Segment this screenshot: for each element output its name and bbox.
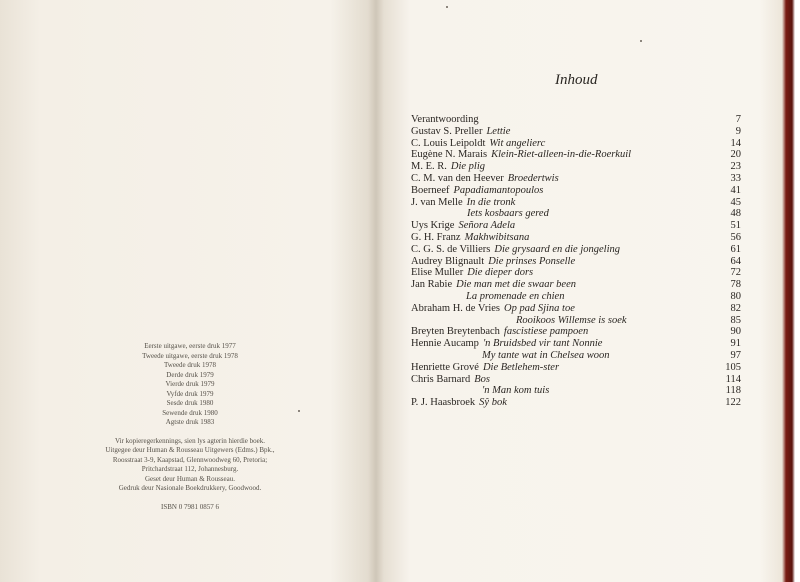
toc-title: Wit angelierc: [489, 137, 546, 149]
toc-entry: [411, 161, 741, 173]
toc-author: M. E. R.: [411, 161, 447, 173]
toc-page-number: 97: [730, 349, 741, 361]
toc-page-number: 56: [730, 231, 741, 243]
toc-page-number: 90: [730, 326, 741, 338]
toc-page-number: 23: [730, 161, 741, 173]
toc-title: fascistiese pampoen: [503, 326, 589, 338]
toc-page-number: 33: [730, 172, 741, 184]
toc-author: P. J. Haasbroek: [411, 397, 476, 409]
toc-page-number: 91: [730, 338, 741, 350]
edition-line: Sesde druk 1980: [166, 399, 214, 407]
toc-page-number: 118: [725, 385, 741, 397]
toc-title: Die Betlehem-ster: [482, 361, 560, 373]
toc-author: Boerneef: [411, 184, 450, 196]
toc-entry: [411, 350, 741, 362]
toc-entry: [411, 267, 741, 279]
toc-entry: [411, 303, 741, 315]
page-speck: [298, 410, 300, 412]
toc-entry: [411, 138, 741, 150]
toc-title: Lettie: [486, 125, 511, 137]
page-speck: [640, 40, 642, 42]
edition-line: Tweede druk 1978: [164, 361, 216, 369]
toc-author: Jan Rabie: [411, 279, 453, 291]
toc-title: Die man met die swaar been: [456, 279, 576, 291]
edition-line: Vierde druk 1979: [165, 380, 215, 388]
toc-entry: [411, 149, 741, 161]
toc-page-number: 14: [730, 137, 741, 149]
toc-entry: [411, 208, 741, 220]
toc-author: C. G. S. de Villiers: [411, 243, 491, 255]
toc-author: Chris Barnard: [411, 373, 471, 385]
toc-entry: [411, 338, 741, 350]
toc-author: Verantwoording: [411, 114, 479, 125]
toc-author: Hennie Aucamp: [411, 338, 479, 350]
toc-page-number: 80: [730, 290, 741, 302]
toc-entry: [411, 385, 741, 397]
toc-entry: [411, 185, 741, 197]
toc-author: Uys Krige: [411, 220, 455, 232]
toc-title: Bos: [474, 373, 490, 385]
publisher-info: [70, 437, 310, 494]
toc-title: Iets kosbaars gered: [467, 208, 549, 220]
edition-history: [70, 342, 310, 428]
toc-page-number: 48: [730, 208, 741, 220]
toc-entry: [411, 291, 741, 303]
left-page: [0, 0, 372, 582]
toc-title: 'n Bruidsbed vir tant Nonnie: [482, 338, 603, 350]
toc-page-number: 105: [725, 361, 741, 373]
toc-page-number: 64: [730, 255, 741, 267]
toc-author: J. van Melle: [411, 196, 463, 208]
toc-entry: [411, 114, 741, 126]
toc-page-number: 82: [730, 302, 741, 314]
toc-author: C. Louis Leipoldt: [411, 137, 486, 149]
toc-page-number: 114: [725, 373, 741, 385]
toc-entry: [411, 126, 741, 138]
publisher-line: Geset deur Human & Rousseau.: [144, 474, 235, 483]
contents-heading: Inhoud: [555, 72, 598, 88]
spine-speck: [446, 6, 448, 8]
toc-page-number: 78: [730, 279, 741, 291]
edition-line: Derde druk 1979: [166, 370, 214, 379]
toc-entry: [411, 256, 741, 268]
toc-page-number: 72: [730, 267, 741, 279]
toc-entry: [411, 362, 741, 374]
toc-author: Audrey Blignault: [411, 255, 485, 267]
isbn: ISBN 0 7981 0857 6: [161, 502, 219, 511]
toc-title: 'n Man kom tuis: [482, 385, 550, 397]
toc-entry: [411, 315, 741, 327]
toc-author: Abraham H. de Vries: [411, 302, 500, 314]
toc-title: Señora Adela: [458, 220, 516, 232]
toc-title: My tante wat in Chelsea woon: [482, 349, 610, 361]
toc-page-number: 122: [725, 397, 741, 409]
toc-title: Klein-Riet-alleen-in-die-Roerkuil: [491, 149, 632, 161]
toc-title: Makhwibitsana: [464, 231, 530, 243]
toc-page-number: 9: [735, 125, 741, 137]
edition-line: Sewende druk 1980: [162, 408, 218, 417]
toc-page-number: 41: [730, 184, 741, 196]
toc-entry: [411, 197, 741, 209]
toc-title: In die tronk: [466, 196, 516, 208]
toc-author: C. M. van den Heever: [411, 172, 504, 184]
publisher-line: Uitgegee deur Human & Rousseau Uitgewers (Edms.) Bpk.,: [105, 446, 275, 454]
toc-title: Die prinses Ponselle: [488, 255, 576, 267]
toc-page-number: 61: [730, 243, 741, 255]
toc-author: G. H. Franz: [411, 231, 461, 243]
toc-entry: [411, 173, 741, 185]
toc-page-number: 51: [730, 220, 741, 232]
toc-title: Papadiamantopoulos: [453, 184, 544, 196]
toc-title: Die plig: [450, 161, 486, 173]
edition-line: Eerste uitgawe, eerste druk 1977: [144, 342, 236, 350]
toc-page-number: 7: [735, 114, 741, 125]
toc-title: Op pad Sjina toe: [503, 302, 575, 314]
toc-entry: [411, 220, 741, 232]
toc-entry: [411, 244, 741, 256]
publisher-line: Gedruk deur Nasionale Boekdrukkery, Goodwood.: [118, 484, 262, 492]
edition-line: Vyfde druk 1979: [166, 389, 214, 398]
toc-title: Broedertwis: [507, 172, 559, 184]
imprint: [70, 342, 310, 521]
toc-author: Gustav S. Preller: [411, 125, 483, 137]
toc-author: Eugène N. Marais: [411, 149, 488, 161]
edition-line: Agtste druk 1983: [165, 418, 215, 426]
table-of-contents: [411, 114, 741, 409]
edition-line: Tweede uitgawe, eerste druk 1978: [142, 351, 238, 360]
publisher-line: Vir kopieregerkennings, sien lys agterin hierdie boek.: [114, 436, 266, 445]
toc-page-number: 20: [730, 149, 741, 161]
toc-entry: [411, 326, 741, 338]
toc-title: Die grysaard en die jongeling: [494, 243, 620, 255]
toc-title: La promenade en chien: [466, 290, 565, 302]
toc-entry: [411, 279, 741, 291]
toc-entry: [411, 374, 741, 386]
toc-author: Henriette Grové: [411, 361, 479, 373]
publisher-line: Roosstraat 3-9, Kaapstad, Glennwoodweg 60, Pretoria;: [112, 455, 268, 464]
toc-page-number: 45: [730, 196, 741, 208]
toc-page-number: 85: [730, 314, 741, 326]
toc-entry: [411, 232, 741, 244]
toc-author: Breyten Breytenbach: [411, 326, 500, 338]
toc-title: Sŷ bok: [479, 397, 507, 409]
toc-title: Die dieper dors: [467, 267, 534, 279]
toc-title: Rooikoos Willemse is soek: [516, 314, 627, 326]
publisher-line: Pritchardstraat 112, Johannesburg.: [141, 465, 239, 473]
toc-entry: [411, 397, 741, 409]
toc-author: Elise Muller: [411, 267, 464, 279]
